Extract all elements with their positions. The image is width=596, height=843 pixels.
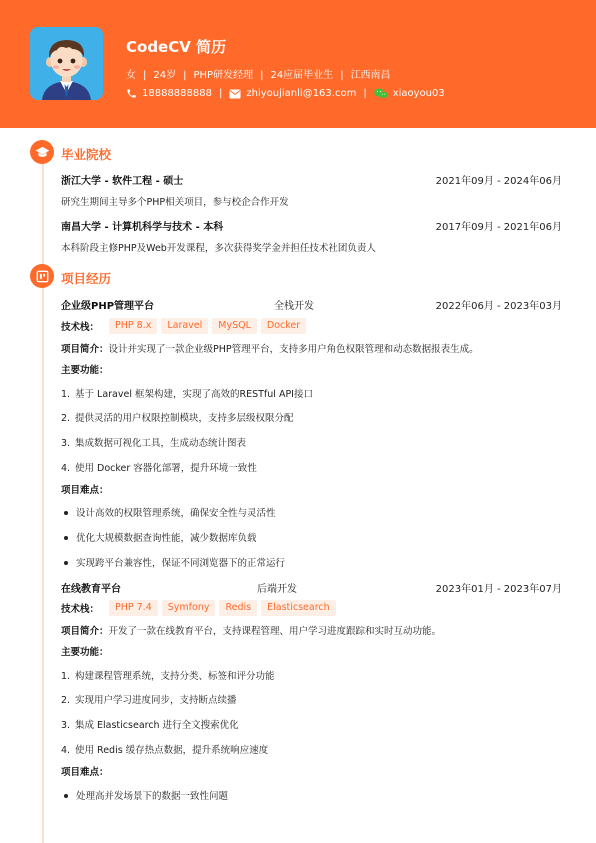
school-name: 浙江大学 - 软件工程 - 硕士 bbox=[61, 176, 184, 187]
project-intro: 项目简介：开发了一款在线教育平台，支持课程管理、用户学习进度跟踪和实时互动功能。 bbox=[61, 626, 442, 637]
age: 24岁 bbox=[153, 70, 177, 81]
features-label: 主要功能： bbox=[61, 647, 109, 658]
difficulty-item: 处理高并发场景下的数据一致性问题 bbox=[61, 788, 228, 802]
project-name: 企业级PHP管理平台 bbox=[61, 301, 155, 312]
position: PHP研发经理 bbox=[193, 70, 254, 81]
tech-tag: Laravel bbox=[161, 318, 208, 334]
school-description: 研究生期间主导多个PHP相关项目，参与校企合作开发 bbox=[61, 197, 289, 208]
tech-stack bbox=[61, 600, 340, 616]
school-description: 本科阶段主修PHP及Web开发课程，多次获得奖学金并担任技术社团负责人 bbox=[61, 243, 376, 254]
tech-tag: Elasticsearch bbox=[261, 600, 336, 616]
project-role: 全栈开发 bbox=[274, 301, 314, 312]
difficulties-label: 项目难点： bbox=[61, 767, 109, 778]
school-name: 南昌大学 - 计算机科学与技术 - 本科 bbox=[61, 222, 224, 233]
graduation-status: 24应届毕业生 bbox=[270, 70, 334, 81]
feature-item: 3. 集成数据可视化工具，生成动态统计图表 bbox=[61, 438, 247, 449]
difficulty-item: 实现跨平台兼容性，保证不同浏览器下的正常运行 bbox=[61, 555, 285, 569]
tech-tag: Symfony bbox=[162, 600, 216, 616]
tech-stack-label: 技术栈： bbox=[61, 322, 100, 333]
phone-number: 18888888888 bbox=[142, 88, 212, 99]
difficulty-item: 设计高效的权限管理系统，确保安全性与灵活性 bbox=[61, 505, 276, 519]
difficulty-item: 优化大规模数据查询性能，减少数据库负载 bbox=[61, 530, 257, 544]
tech-tag: Redis bbox=[219, 600, 257, 616]
tech-tag: Docker bbox=[261, 318, 306, 334]
school-date: 2021年09月 - 2024年06月 bbox=[435, 176, 562, 187]
resume-title: CodeCV 简历 bbox=[126, 38, 227, 56]
wechat-icon bbox=[374, 88, 388, 99]
phone-icon bbox=[126, 88, 137, 99]
location: 江西南昌 bbox=[350, 70, 391, 81]
feature-item: 2. 提供灵活的用户权限控制模块，支持多层级权限分配 bbox=[61, 413, 294, 424]
feature-item: 4. 使用 Docker 容器化部署，提升环境一致性 bbox=[61, 463, 257, 474]
avatar bbox=[30, 27, 103, 100]
difficulties-label: 项目难点： bbox=[61, 485, 109, 496]
project-icon bbox=[30, 264, 54, 288]
feature-item: 1. 基于 Laravel 框架构建，实现了高效的RESTful API接口 bbox=[61, 389, 313, 400]
project-date: 2022年06月 - 2023年03月 bbox=[435, 301, 562, 312]
feature-item: 3. 集成 Elasticsearch 进行全文搜索优化 bbox=[61, 720, 239, 731]
tech-tag: MySQL bbox=[212, 318, 257, 334]
personal-info: 女 | 24岁 | PHP研发经理 | 24应届毕业生 | 江西南昌 bbox=[126, 70, 391, 81]
project-role: 后端开发 bbox=[257, 584, 297, 595]
projects-section-title: 项目经历 bbox=[61, 271, 112, 286]
tech-stack-label: 技术栈： bbox=[61, 604, 100, 615]
tech-tag: PHP 7.4 bbox=[109, 600, 158, 616]
gender: 女 bbox=[126, 70, 136, 81]
tech-tag: PHP 8.x bbox=[109, 318, 157, 334]
project-name: 在线教育平台 bbox=[61, 584, 121, 595]
graduation-cap-icon bbox=[30, 140, 54, 164]
school-date: 2017年09月 - 2021年06月 bbox=[435, 222, 562, 233]
contact-info: 18888888888 | zhiyoujianli@163.com | xiaoyou03 bbox=[126, 88, 445, 99]
project-date: 2023年01月 - 2023年07月 bbox=[435, 584, 562, 595]
email-icon bbox=[229, 89, 241, 99]
education-section-title: 毕业院校 bbox=[61, 147, 112, 162]
timeline-line bbox=[42, 150, 44, 843]
resume-header bbox=[0, 0, 596, 128]
email-address: zhiyoujianli@163.com bbox=[246, 88, 357, 99]
tech-stack bbox=[61, 318, 310, 334]
feature-item: 4. 使用 Redis 缓存热点数据，提升系统响应速度 bbox=[61, 745, 269, 756]
wechat-id: xiaoyou03 bbox=[392, 88, 445, 99]
feature-item: 2. 实现用户学习进度同步，支持断点续播 bbox=[61, 695, 237, 706]
features-label: 主要功能： bbox=[61, 365, 109, 376]
feature-item: 1. 构建课程管理系统，支持分类、标签和评分功能 bbox=[61, 671, 275, 682]
project-intro: 项目简介：设计并实现了一款企业级PHP管理平台，支持多用户角色权限管理和动态数据报表生成。 bbox=[61, 344, 479, 355]
